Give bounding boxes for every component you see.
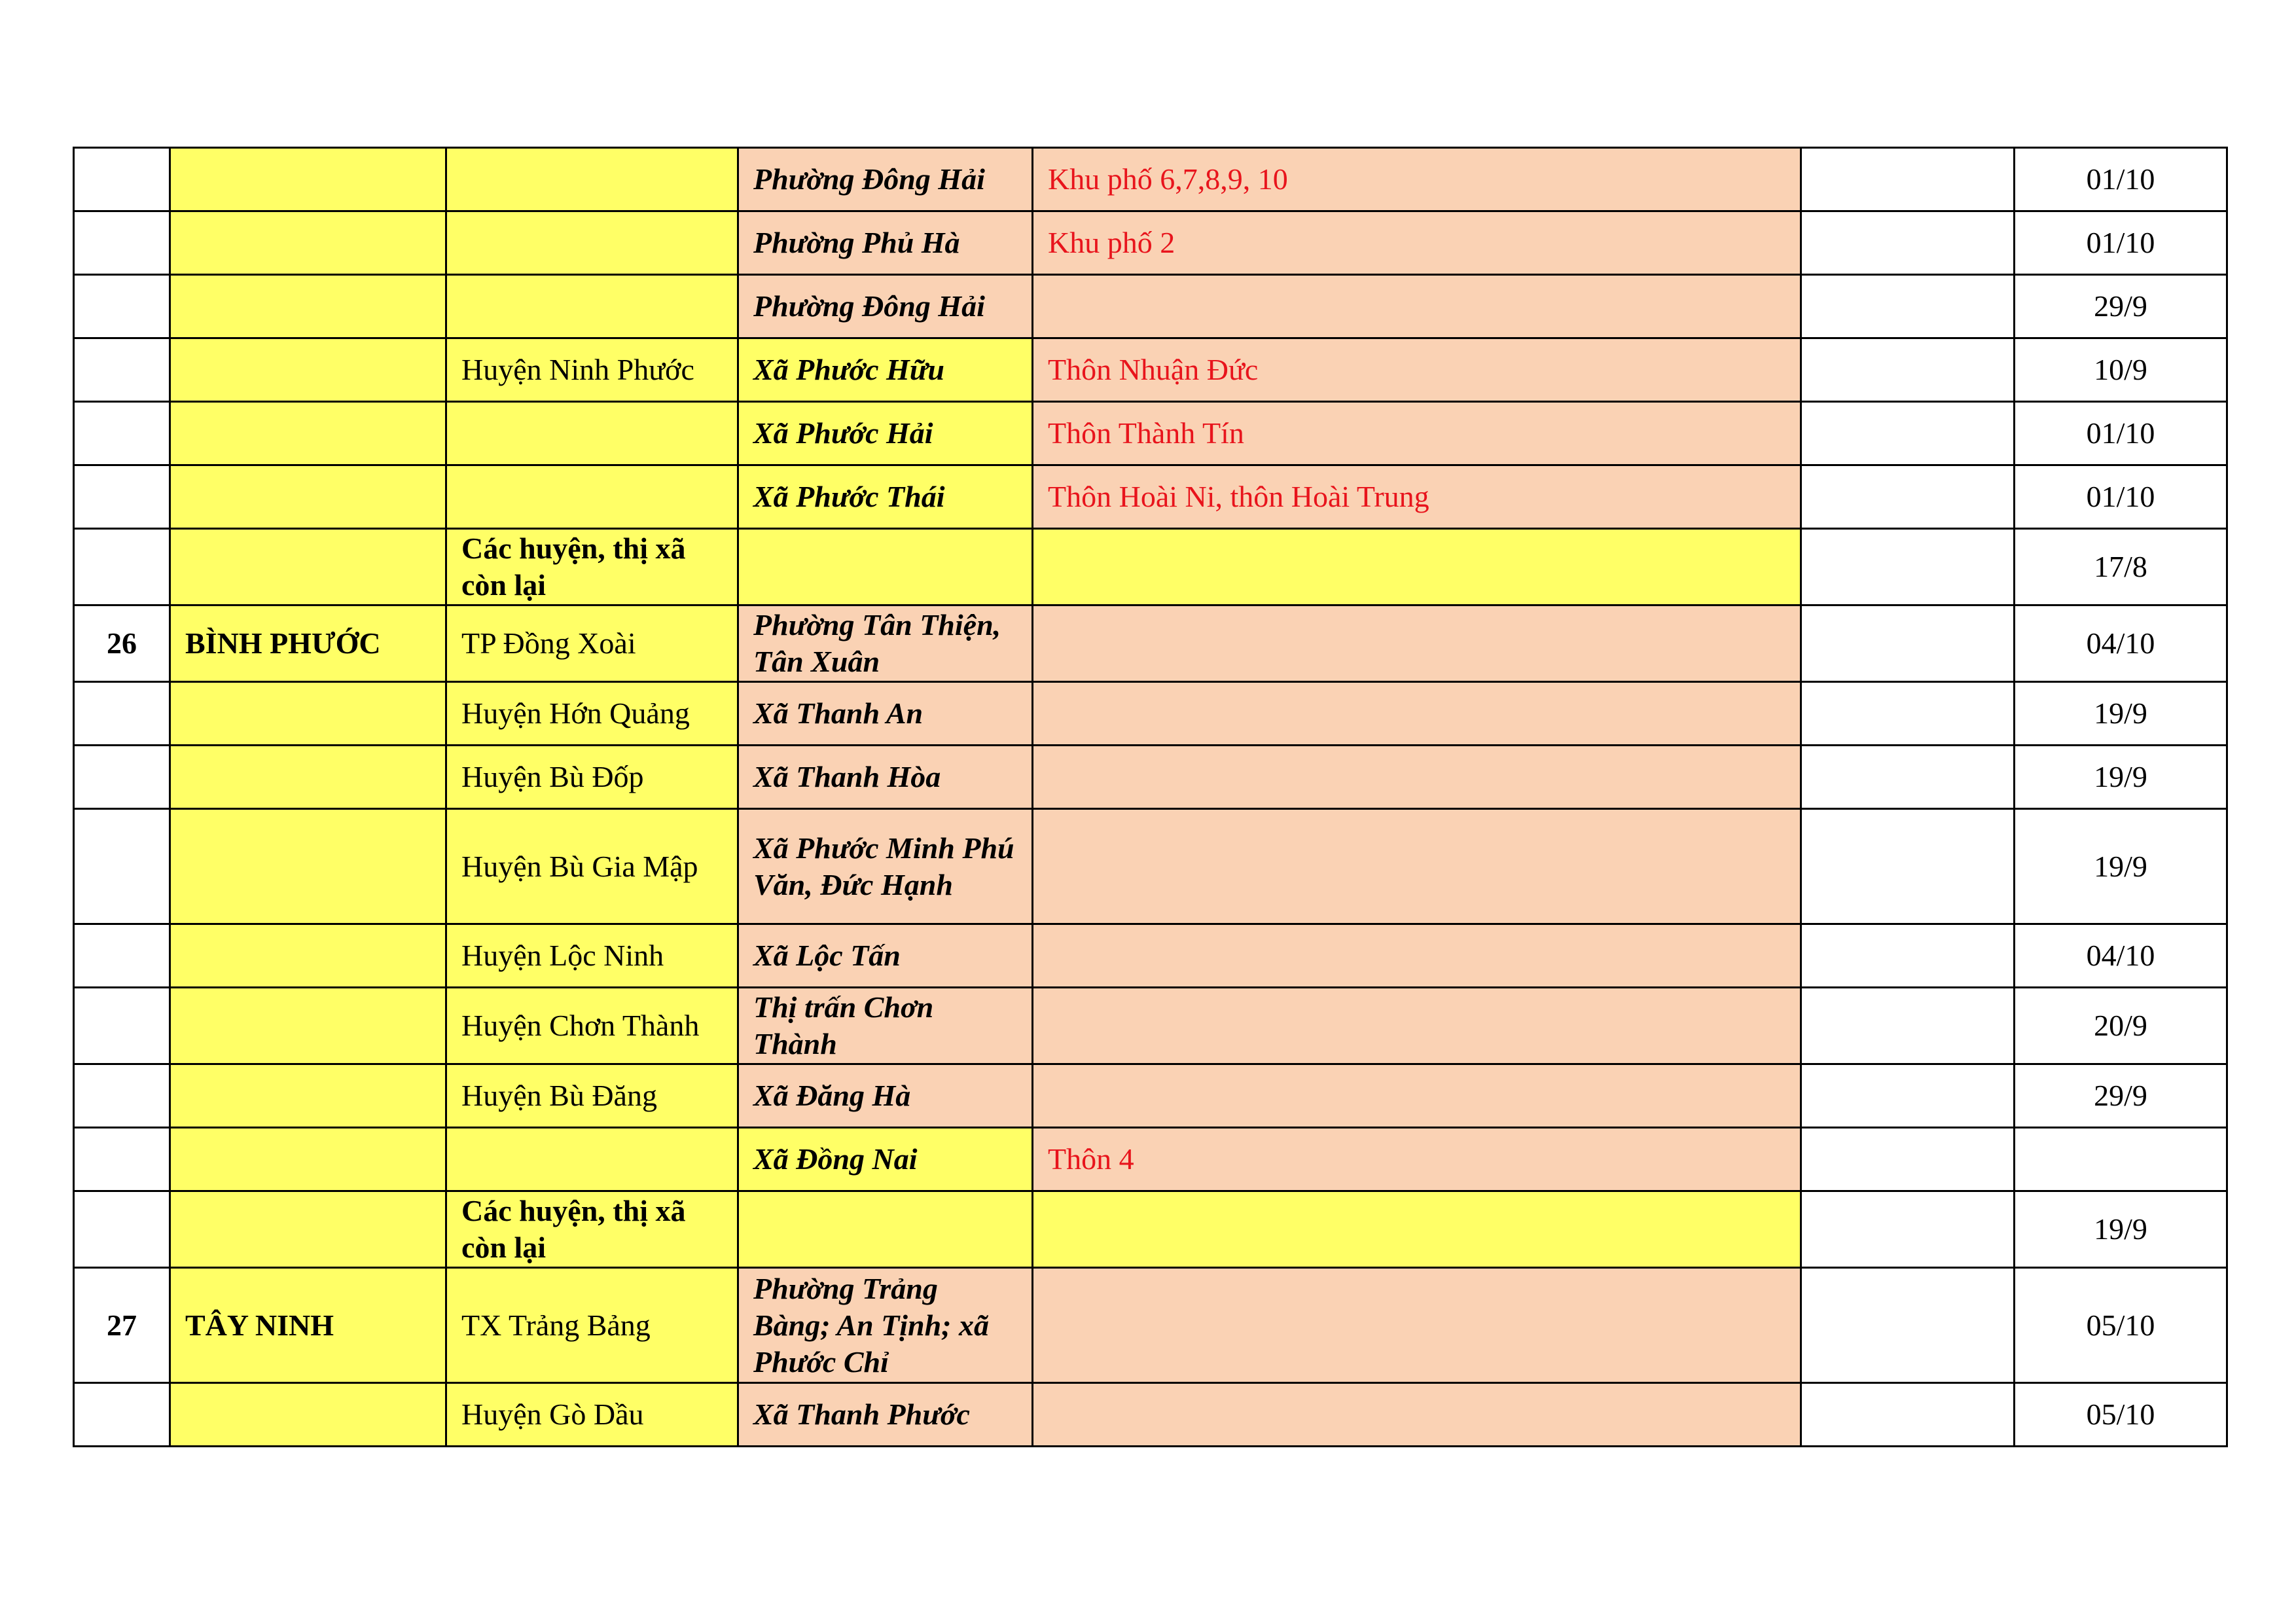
district-cell: Huyện Bù Đốp: [446, 746, 738, 809]
date-cell: 05/10: [2015, 1383, 2227, 1447]
district-cell: Huyện Ninh Phước: [446, 338, 738, 402]
note-cell: [1801, 1383, 2015, 1447]
note-cell: [1801, 1268, 2015, 1383]
province-cell: [170, 988, 446, 1064]
table-row: [74, 988, 2227, 1064]
date-cell: 05/10: [2015, 1268, 2227, 1383]
commune-cell: [738, 529, 1033, 605]
row-number-cell: 27: [74, 1268, 170, 1383]
note-cell: [1801, 605, 2015, 682]
commune-cell: [738, 1191, 1033, 1268]
commune-cell: Thị trấn Chơn Thành: [738, 988, 1033, 1064]
note-cell: [1801, 1064, 2015, 1128]
commune-cell: Xã Đăng Hà: [738, 1064, 1033, 1128]
area-detail-cell: [1033, 1268, 1801, 1383]
province-cell: BÌNH PHƯỚC: [170, 605, 446, 682]
note-cell: [1801, 682, 2015, 746]
district-cell: TP Đồng Xoài: [446, 605, 738, 682]
district-cell: Các huyện, thị xã còn lại: [446, 1191, 738, 1268]
date-cell: 04/10: [2015, 605, 2227, 682]
date-cell: 29/9: [2015, 275, 2227, 338]
row-number-cell: [74, 682, 170, 746]
commune-cell: Phường Đông Hải: [738, 275, 1033, 338]
area-detail-cell: [1033, 746, 1801, 809]
note-cell: [1801, 809, 2015, 924]
date-cell: 20/9: [2015, 988, 2227, 1064]
row-number-cell: [74, 1191, 170, 1268]
table-row: [74, 1128, 2227, 1191]
commune-cell: Xã Phước Hữu: [738, 338, 1033, 402]
row-number-cell: [74, 1383, 170, 1447]
area-detail-cell: [1033, 529, 1801, 605]
province-cell: [170, 148, 446, 211]
table-row: [74, 682, 2227, 746]
row-number-cell: [74, 988, 170, 1064]
area-detail-cell: Thôn Hoài Ni, thôn Hoài Trung: [1033, 465, 1801, 529]
province-cell: [170, 529, 446, 605]
table-row: [74, 1383, 2227, 1447]
table-row: [74, 465, 2227, 529]
date-cell: 29/9: [2015, 1064, 2227, 1128]
area-detail-cell: Thôn Nhuận Đức: [1033, 338, 1801, 402]
table-row: [74, 605, 2227, 682]
province-cell: [170, 402, 446, 465]
date-cell: [2015, 1128, 2227, 1191]
date-cell: 01/10: [2015, 211, 2227, 275]
commune-cell: Phường Trảng Bàng; An Tịnh; xã Phước Chỉ: [738, 1268, 1033, 1383]
row-number-cell: [74, 809, 170, 924]
province-cell: [170, 746, 446, 809]
note-cell: [1801, 275, 2015, 338]
table-row: [74, 809, 2227, 924]
table-row: [74, 275, 2227, 338]
table-row: [74, 211, 2227, 275]
district-cell: Các huyện, thị xã còn lại: [446, 529, 738, 605]
note-cell: [1801, 148, 2015, 211]
row-number-cell: [74, 465, 170, 529]
area-detail-cell: Thôn 4: [1033, 1128, 1801, 1191]
commune-cell: Xã Thanh An: [738, 682, 1033, 746]
date-cell: 17/8: [2015, 529, 2227, 605]
table-row: [74, 924, 2227, 988]
area-detail-cell: [1033, 275, 1801, 338]
row-number-cell: [74, 924, 170, 988]
district-cell: TX Trảng Bảng: [446, 1268, 738, 1383]
district-cell: [446, 211, 738, 275]
table-row: [74, 1191, 2227, 1268]
row-number-cell: [74, 275, 170, 338]
table-row: [74, 746, 2227, 809]
commune-cell: Xã Đồng Nai: [738, 1128, 1033, 1191]
table-row: [74, 148, 2227, 211]
date-cell: 01/10: [2015, 148, 2227, 211]
area-detail-cell: [1033, 682, 1801, 746]
area-detail-cell: [1033, 809, 1801, 924]
area-detail-cell: [1033, 1383, 1801, 1447]
province-cell: [170, 682, 446, 746]
date-cell: 10/9: [2015, 338, 2227, 402]
note-cell: [1801, 338, 2015, 402]
note-cell: [1801, 529, 2015, 605]
district-cell: [446, 148, 738, 211]
date-cell: 04/10: [2015, 924, 2227, 988]
district-cell: [446, 402, 738, 465]
row-number-cell: [74, 529, 170, 605]
table-row: [74, 338, 2227, 402]
province-cell: [170, 211, 446, 275]
commune-cell: Phường Tân Thiện, Tân Xuân: [738, 605, 1033, 682]
district-cell: Huyện Lộc Ninh: [446, 924, 738, 988]
commune-cell: Phường Đông Hải: [738, 148, 1033, 211]
row-number-cell: [74, 1064, 170, 1128]
note-cell: [1801, 1128, 2015, 1191]
note-cell: [1801, 924, 2015, 988]
province-cell: [170, 1383, 446, 1447]
date-cell: 19/9: [2015, 1191, 2227, 1268]
district-cell: Huyện Gò Dầu: [446, 1383, 738, 1447]
area-detail-cell: Khu phố 2: [1033, 211, 1801, 275]
district-cell: [446, 1128, 738, 1191]
commune-cell: Xã Phước Minh Phú Văn, Đức Hạnh: [738, 809, 1033, 924]
commune-cell: Xã Lộc Tấn: [738, 924, 1033, 988]
date-cell: 01/10: [2015, 402, 2227, 465]
row-number-cell: [74, 211, 170, 275]
note-cell: [1801, 465, 2015, 529]
area-detail-cell: [1033, 924, 1801, 988]
province-cell: [170, 1128, 446, 1191]
date-cell: 01/10: [2015, 465, 2227, 529]
row-number-cell: 26: [74, 605, 170, 682]
commune-cell: Phường Phủ Hà: [738, 211, 1033, 275]
note-cell: [1801, 746, 2015, 809]
table-row: [74, 402, 2227, 465]
area-detail-cell: Thôn Thành Tín: [1033, 402, 1801, 465]
note-cell: [1801, 402, 2015, 465]
province-cell: TÂY NINH: [170, 1268, 446, 1383]
area-detail-cell: [1033, 605, 1801, 682]
province-cell: [170, 924, 446, 988]
province-cell: [170, 809, 446, 924]
area-detail-cell: [1033, 1191, 1801, 1268]
commune-cell: Xã Thanh Hòa: [738, 746, 1033, 809]
district-cell: Huyện Hớn Quảng: [446, 682, 738, 746]
district-cell: Huyện Bù Đăng: [446, 1064, 738, 1128]
area-detail-cell: [1033, 1064, 1801, 1128]
note-cell: [1801, 1191, 2015, 1268]
area-detail-cell: [1033, 988, 1801, 1064]
commune-cell: Xã Thanh Phước: [738, 1383, 1033, 1447]
note-cell: [1801, 211, 2015, 275]
row-number-cell: [74, 1128, 170, 1191]
table-row: [74, 1064, 2227, 1128]
province-cell: [170, 275, 446, 338]
row-number-cell: [74, 402, 170, 465]
district-cell: Huyện Bù Gia Mập: [446, 809, 738, 924]
province-cell: [170, 1064, 446, 1128]
province-cell: [170, 338, 446, 402]
table-row: [74, 1268, 2227, 1383]
date-cell: 19/9: [2015, 682, 2227, 746]
row-number-cell: [74, 338, 170, 402]
data-table: [73, 147, 2228, 1447]
date-cell: 19/9: [2015, 746, 2227, 809]
province-cell: [170, 465, 446, 529]
commune-cell: Xã Phước Hải: [738, 402, 1033, 465]
district-cell: [446, 275, 738, 338]
area-detail-cell: Khu phố 6,7,8,9, 10: [1033, 148, 1801, 211]
district-cell: Huyện Chơn Thành: [446, 988, 738, 1064]
date-cell: 19/9: [2015, 809, 2227, 924]
row-number-cell: [74, 746, 170, 809]
table-row: [74, 529, 2227, 605]
commune-cell: Xã Phước Thái: [738, 465, 1033, 529]
row-number-cell: [74, 148, 170, 211]
province-cell: [170, 1191, 446, 1268]
note-cell: [1801, 988, 2015, 1064]
district-cell: [446, 465, 738, 529]
